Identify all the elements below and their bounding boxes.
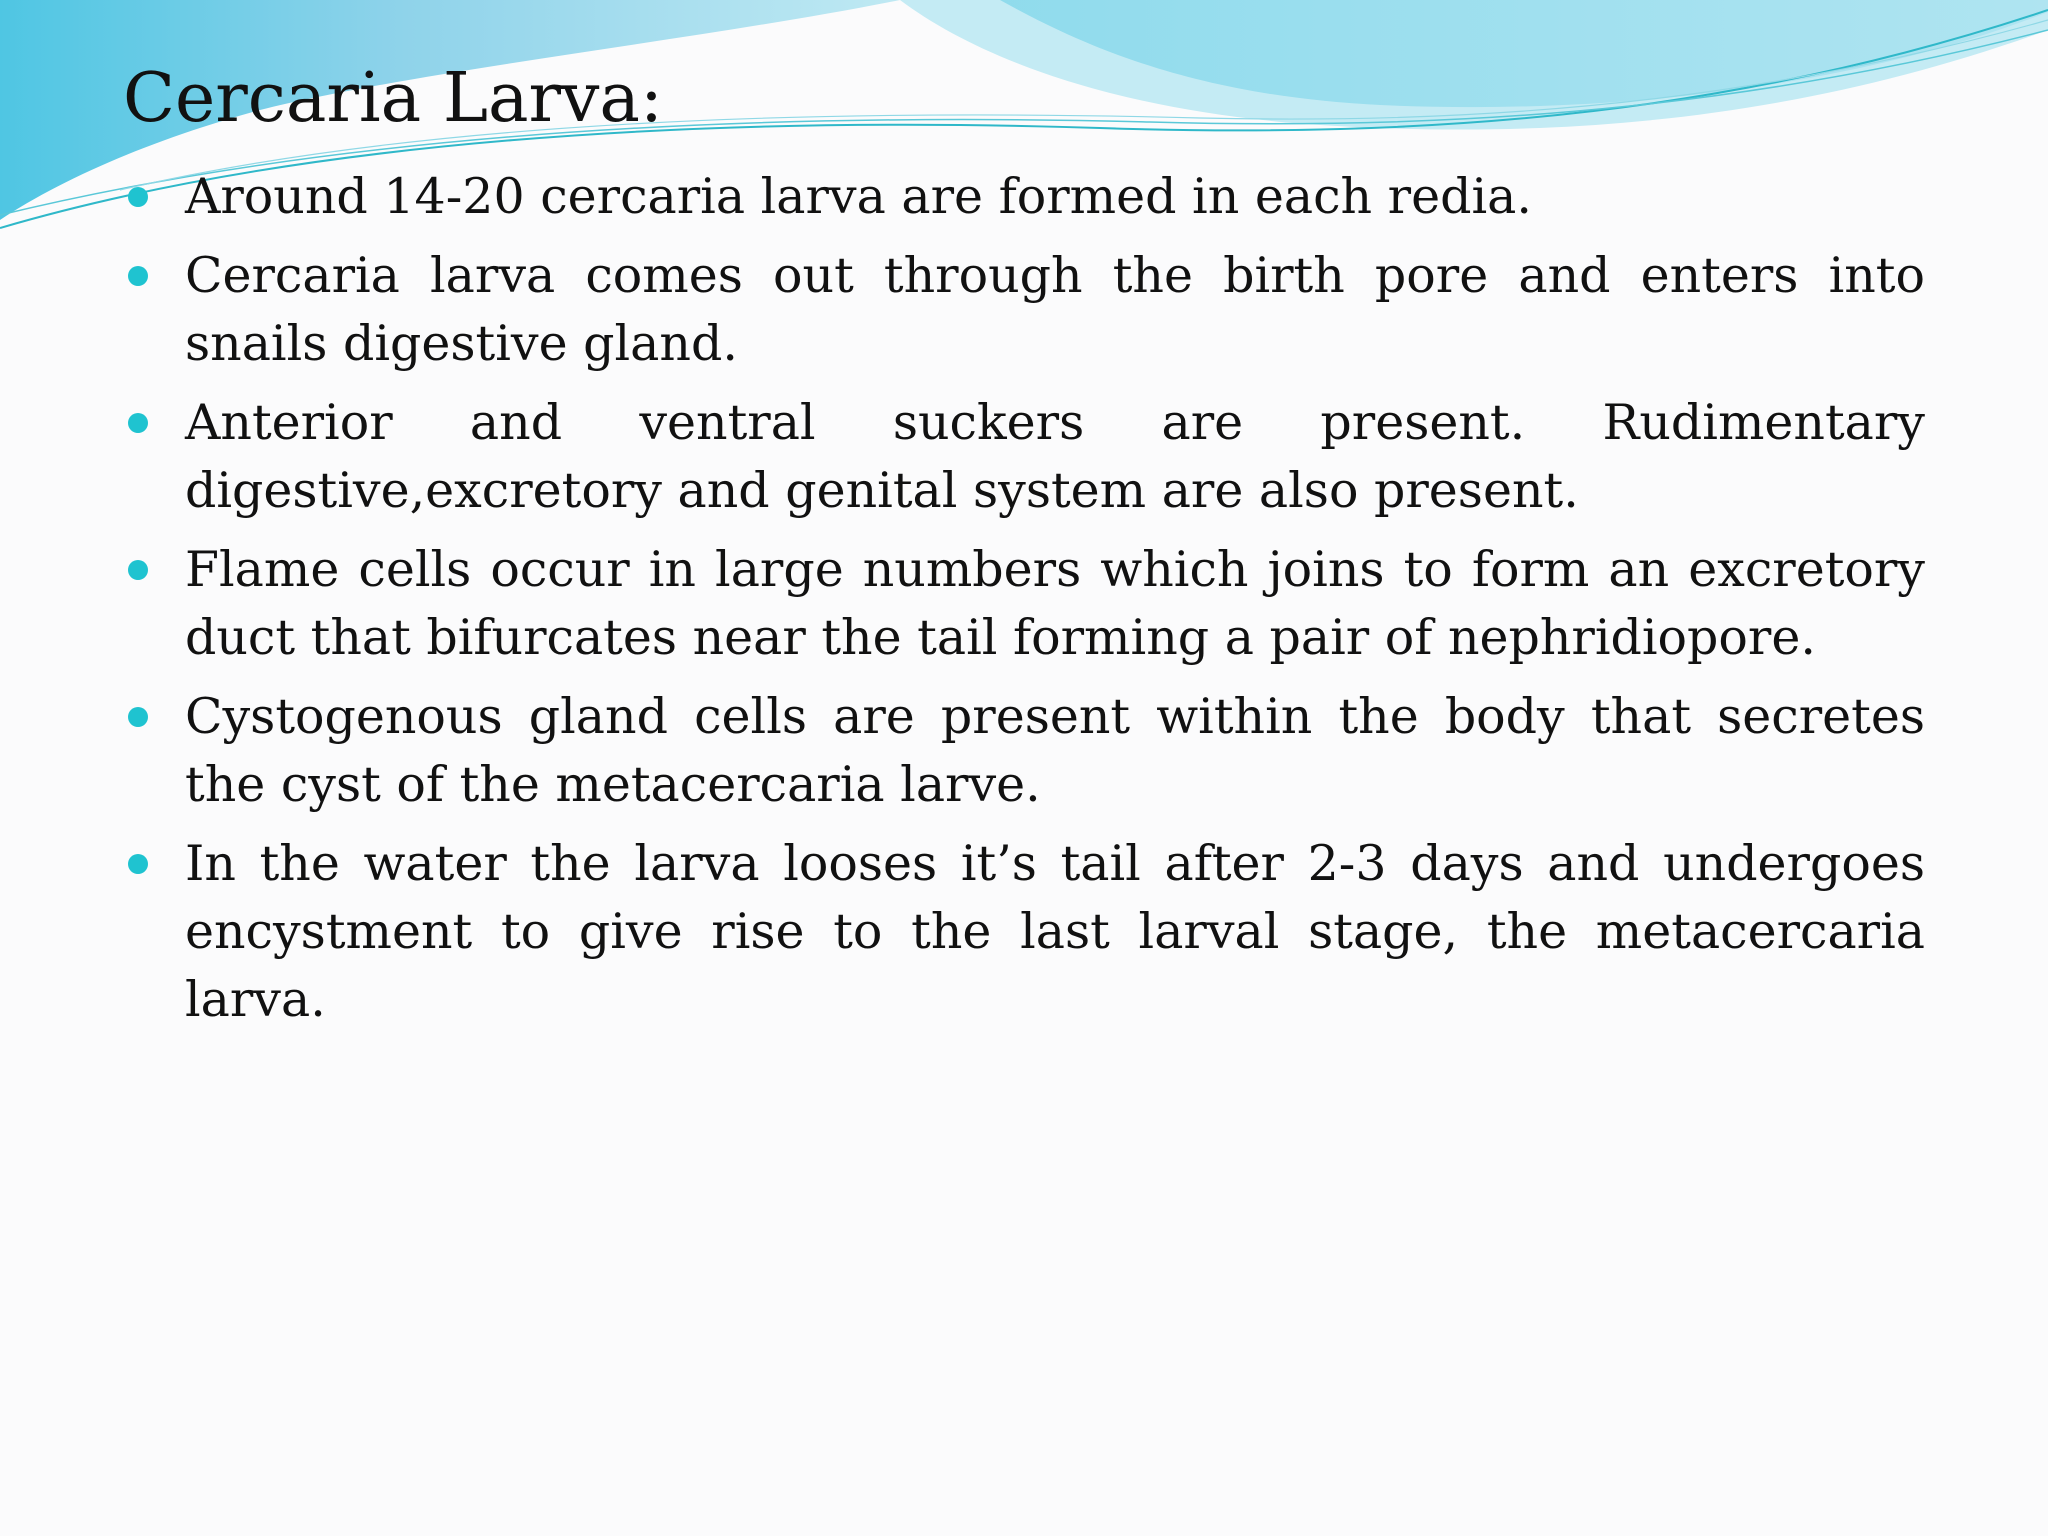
bullet-dot-icon xyxy=(128,413,148,433)
bullet-text: Around 14-20 cercaria larva are formed in each redia. xyxy=(185,168,1532,225)
bullet-dot-icon xyxy=(128,854,148,874)
bullet-dot-icon xyxy=(128,266,148,286)
bullet-dot-icon xyxy=(128,707,148,727)
bullet-text: Cystogenous gland cells are present within the body that secretes the cyst of the metacercaria larve. xyxy=(185,688,1925,813)
bullet-dot-icon xyxy=(128,560,148,580)
bullet-text: Anterior and ventral suckers are present. Rudimentary digestive,excretory and genital system are also present. xyxy=(185,394,1925,519)
bullet-item xyxy=(123,683,1925,819)
bullet-item xyxy=(123,163,1925,231)
bullet-item xyxy=(123,242,1925,378)
bullet-list xyxy=(123,163,1925,1045)
bullet-item xyxy=(123,536,1925,672)
bullet-item xyxy=(123,830,1925,1034)
slide-title: Cercaria Larva: xyxy=(123,59,663,138)
bullet-text: Cercaria larva comes out through the birth pore and enters into snails digestive gland. xyxy=(185,247,1925,372)
bullet-text: In the water the larva looses it’s tail after 2-3 days and undergoes encystment to give rise to the last larval stage, the metacercaria larva. xyxy=(185,835,1925,1028)
bullet-text: Flame cells occur in large numbers which joins to form an excretory duct that bifurcates near the tail forming a pair of nephridiopore. xyxy=(185,541,1925,666)
bullet-dot-icon xyxy=(128,187,148,207)
bullet-item xyxy=(123,389,1925,525)
